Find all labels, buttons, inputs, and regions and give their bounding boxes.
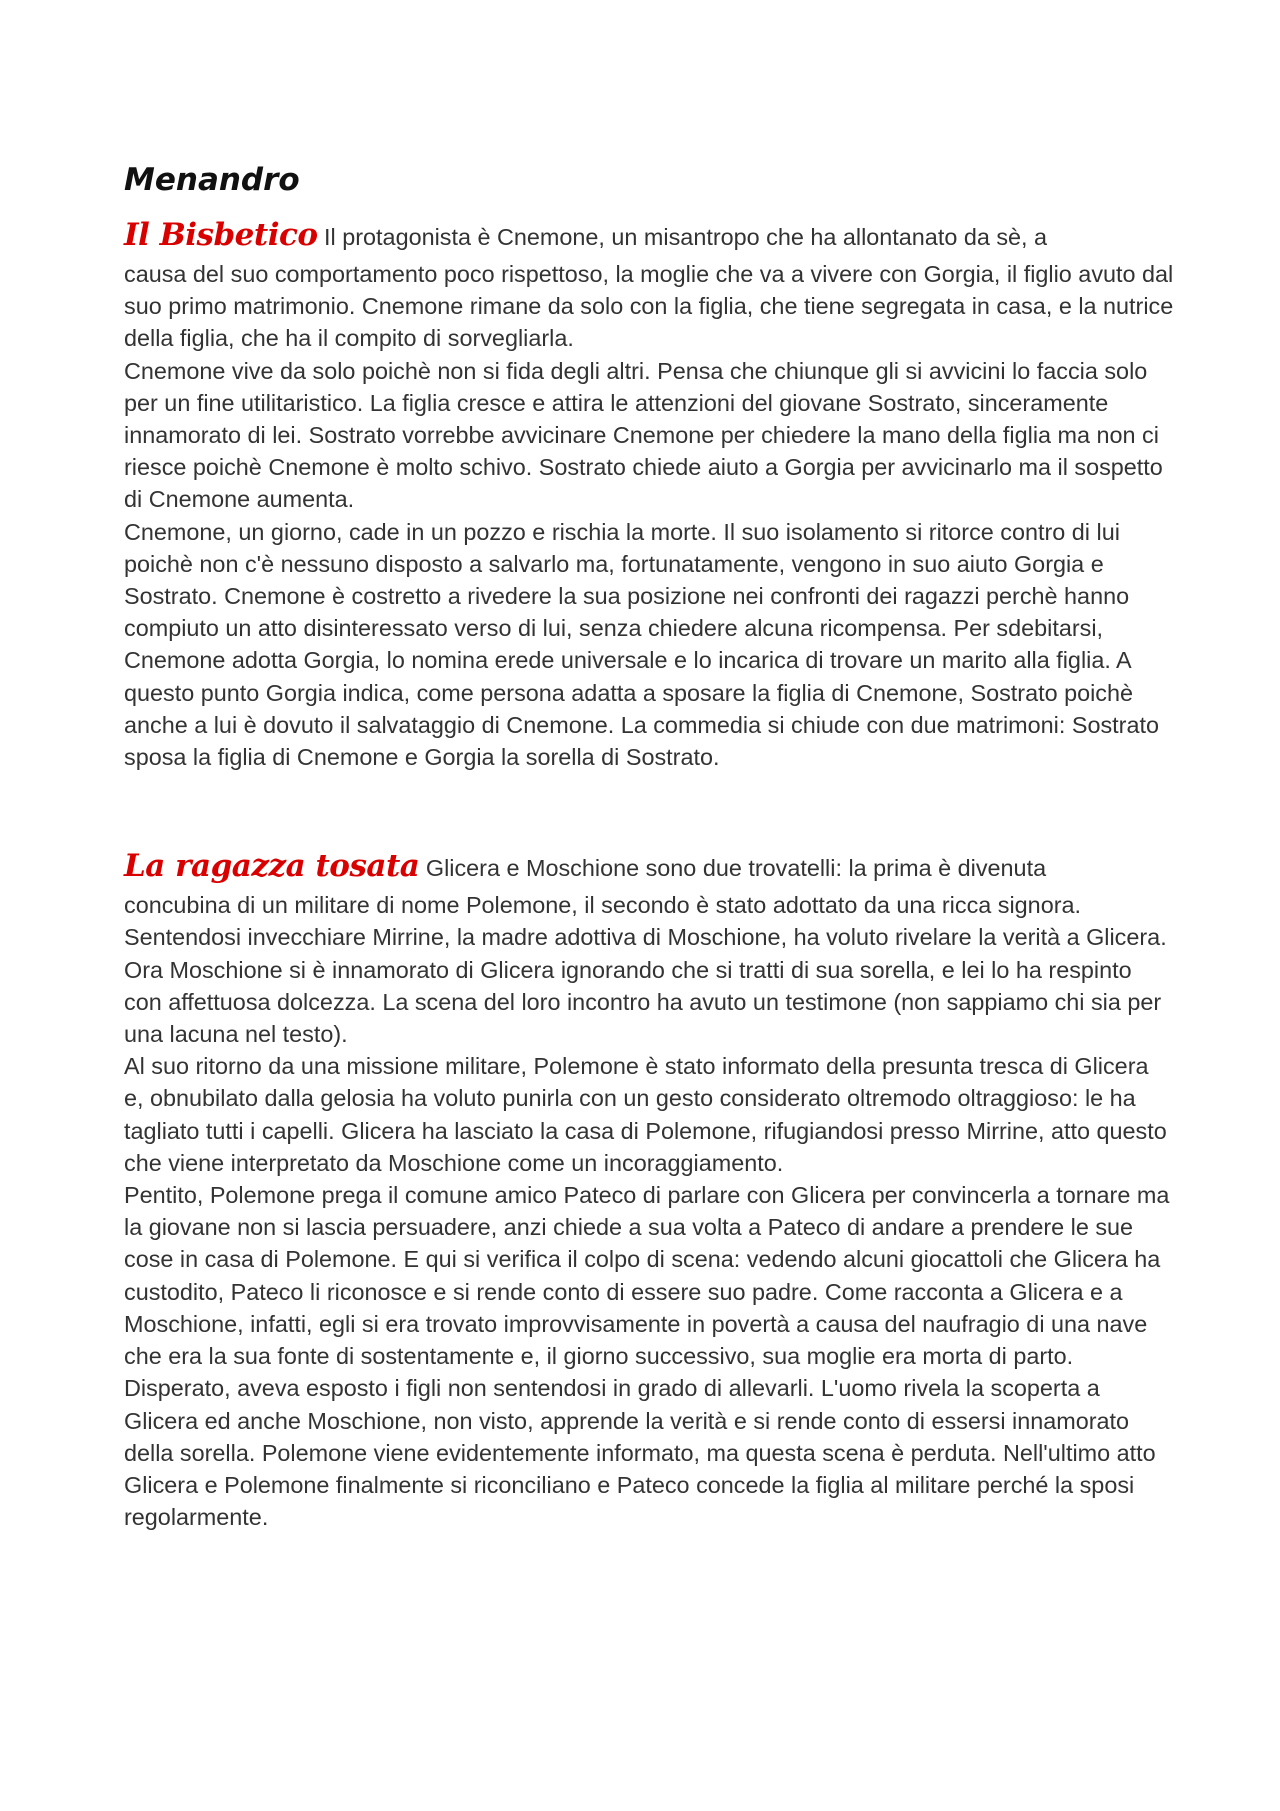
paragraph: Disperato, aveva esposto i figli non sentendosi in grado di allevarli. L'uomo rivela la scoperta a Glicera ed anche Moschione, non visto, apprende la verità e si rende conto di essersi innamorato della sorella. Polemone viene evidentemente informato, ma questa scena è perduta. Nell'ultimo atto Glicera e Polemone finalmente si riconciliano e Pateco concede la figlia al militare perché la sposi regolarmente. bbox=[124, 1375, 1156, 1531]
paragraph: concubina di un militare di nome Polemone, il secondo è stato adottato da una ricca signora. Sentendosi invecchiare Mirrine, la madre adottiva di Moschione, ha voluto rivelare la verità a Glicera. Ora Moschione si è innamorato di Glicera ignorando che si tratti di sua sorella, e lei lo ha respinto con affettuosa dolcezza. La scena del loro incontro ha avuto un testimone (non sappiamo chi sia per una lacuna nel testo). bbox=[124, 892, 1167, 1048]
section-title: La ragazza tosata bbox=[124, 848, 420, 885]
section-la-ragazza-tosata bbox=[124, 845, 1174, 1533]
paragraph: causa del suo comportamento poco rispettoso, la moglie che va a vivere con Gorgia, il figlio avuto dal suo primo matrimonio. Cnemone rimane da solo con la figlia, che tiene segregata in casa, e la nutrice della figlia, che ha il compito di sorvegliarla. bbox=[124, 261, 1174, 352]
paragraph: Pentito, Polemone prega il comune amico Pateco di parlare con Glicera per convincerla a tornare ma la giovane non si lascia persuadere, anzi chiede a sua volta a Pateco di andare a prendere le sue cose in casa di Polemone. E qui si verifica il colpo di scena: vedendo alcuni giocattoli che Glicera ha custodito, Pateco li riconosce e si rende conto di essere suo padre. Come racconta a Glicera e a Moschione, infatti, egli si era trovato improvvisamente in povertà a causa del naufragio di una nave che era la sua fonte di sostentamente e, il giorno successivo, sua moglie era morta di parto. bbox=[124, 1182, 1170, 1370]
section-il-bisbetico bbox=[124, 214, 1174, 773]
page-title: Menandro bbox=[124, 162, 300, 198]
paragraph: Cnemone vive da solo poichè non si fida degli altri. Pensa che chiunque gli si avvicini lo faccia solo per un fine utilitaristico. La figlia cresce e attira le attenzioni del giovane Sostrato, sinceramente innamorato di lei. Sostrato vorrebbe avvicinare Cnemone per chiedere la mano della figlia ma non ci riesce poichè Cnemone è molto schivo. Sostrato chiede aiuto a Gorgia per avvicinarlo ma il sospetto di Cnemone aumenta. bbox=[124, 357, 1163, 513]
section-intro-text: Glicera e Moschione sono due trovatelli: la prima è divenuta bbox=[419, 855, 1047, 882]
paragraph: Cnemone, un giorno, cade in un pozzo e rischia la morte. Il suo isolamento si ritorce contro di lui poichè non c'è nessuno disposto a salvarlo ma, fortunatamente, vengono in suo aiuto Gorgia e Sostrato. Cnemone è costretto a rivedere la sua posizione nei confronti dei ragazzi perchè hanno compiuto un atto disinteressato verso di lui, senza chiedere alcuna ricompensa. Per sdebitarsi, Cnemone adotta Gorgia, lo nomina erede universale e lo incarica di trovare un marito alla figlia. A questo punto Gorgia indica, come persona adatta a sposare la figlia di Cnemone, Sostrato poichè anche a lui è dovuto il salvataggio di Cnemone. La commedia si chiude con due matrimoni: Sostrato sposa la figlia di Cnemone e Gorgia la sorella di Sostrato. bbox=[124, 518, 1159, 771]
document-page bbox=[124, 160, 1174, 1533]
section-intro-line bbox=[124, 214, 1174, 258]
section-intro-line bbox=[124, 845, 1174, 889]
section-intro-text: Il protagonista è Cnemone, un misantropo che ha allontanato da sè, a bbox=[317, 224, 1048, 250]
section-title: Il Bisbetico bbox=[124, 217, 318, 253]
paragraph: Al suo ritorno da una missione militare, Polemone è stato informato della presunta tresca di Glicera e, obnubilato dalla gelosia ha voluto punirla con un gesto considerato oltremodo oltraggioso: le ha tagliato tutti i capelli. Glicera ha lasciato la casa di Polemone, rifugiandosi presso Mirrine, atto questo che viene interpretato da Moschione come un incoraggiamento. bbox=[124, 1053, 1167, 1176]
